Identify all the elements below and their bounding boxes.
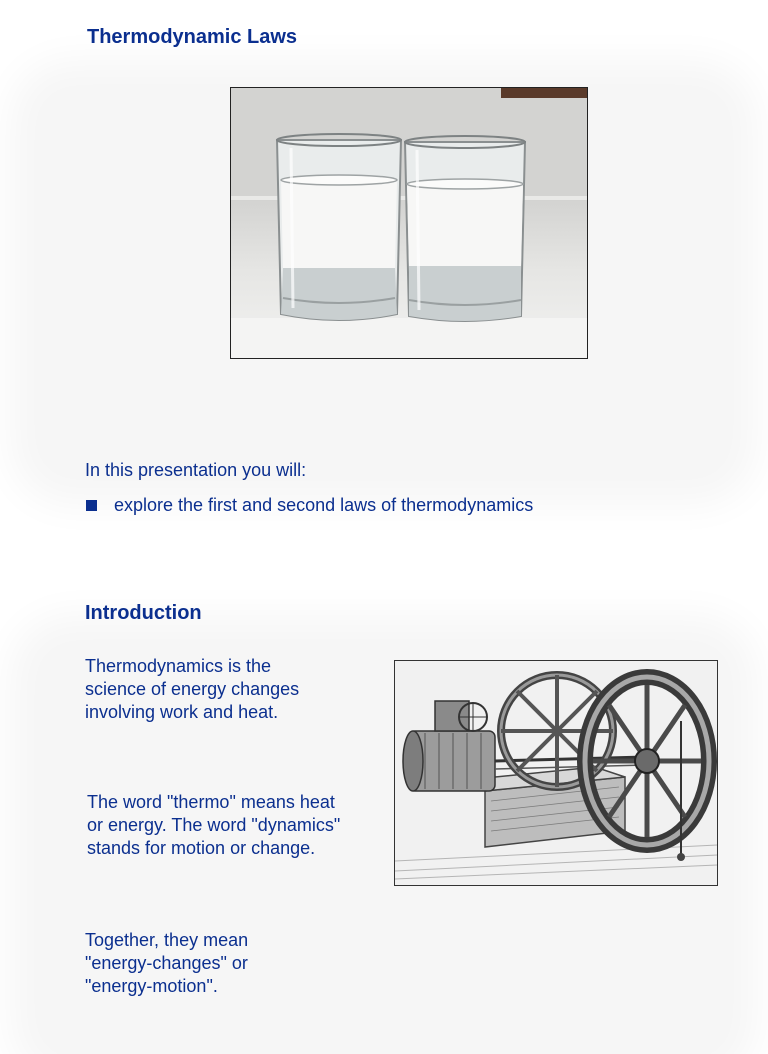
water-glasses-illustration — [231, 88, 587, 358]
right-glass — [405, 136, 525, 321]
square-bullet-icon — [86, 500, 97, 511]
paragraph-line: The word "thermo" means heat — [87, 792, 335, 812]
paragraph-line: "energy-changes" or — [85, 953, 248, 973]
paragraph-line: stands for motion or change. — [87, 838, 316, 858]
paragraph-definition — [85, 655, 375, 724]
paragraph-line: or energy. The word "dynamics" — [87, 815, 341, 835]
paragraph-line: involving work and heat. — [85, 702, 279, 722]
slide-title: Thermodynamic Laws — [87, 26, 298, 48]
paragraph-line: "energy-motion". — [85, 976, 218, 996]
water-glasses-photo — [230, 87, 588, 359]
bullet-list-item — [86, 494, 533, 517]
paragraph-line: Thermodynamics is the — [85, 656, 272, 676]
steam-engine-drawing — [395, 661, 717, 885]
bullet-text: explore the first and second laws of thermodynamics — [114, 495, 534, 515]
intro-text: In this presentation you will: — [85, 460, 307, 480]
left-glass — [277, 134, 401, 320]
paragraph-word-meaning — [87, 791, 377, 860]
steam-engine-illustration — [394, 660, 718, 886]
slide-introduction — [0, 575, 768, 1024]
paragraph-line: science of energy changes — [85, 679, 300, 699]
front-flywheel — [585, 677, 709, 845]
slide-title: Introduction — [85, 602, 202, 624]
paragraph-combined-meaning — [85, 929, 375, 998]
paragraph-line: Together, they mean — [85, 930, 249, 950]
